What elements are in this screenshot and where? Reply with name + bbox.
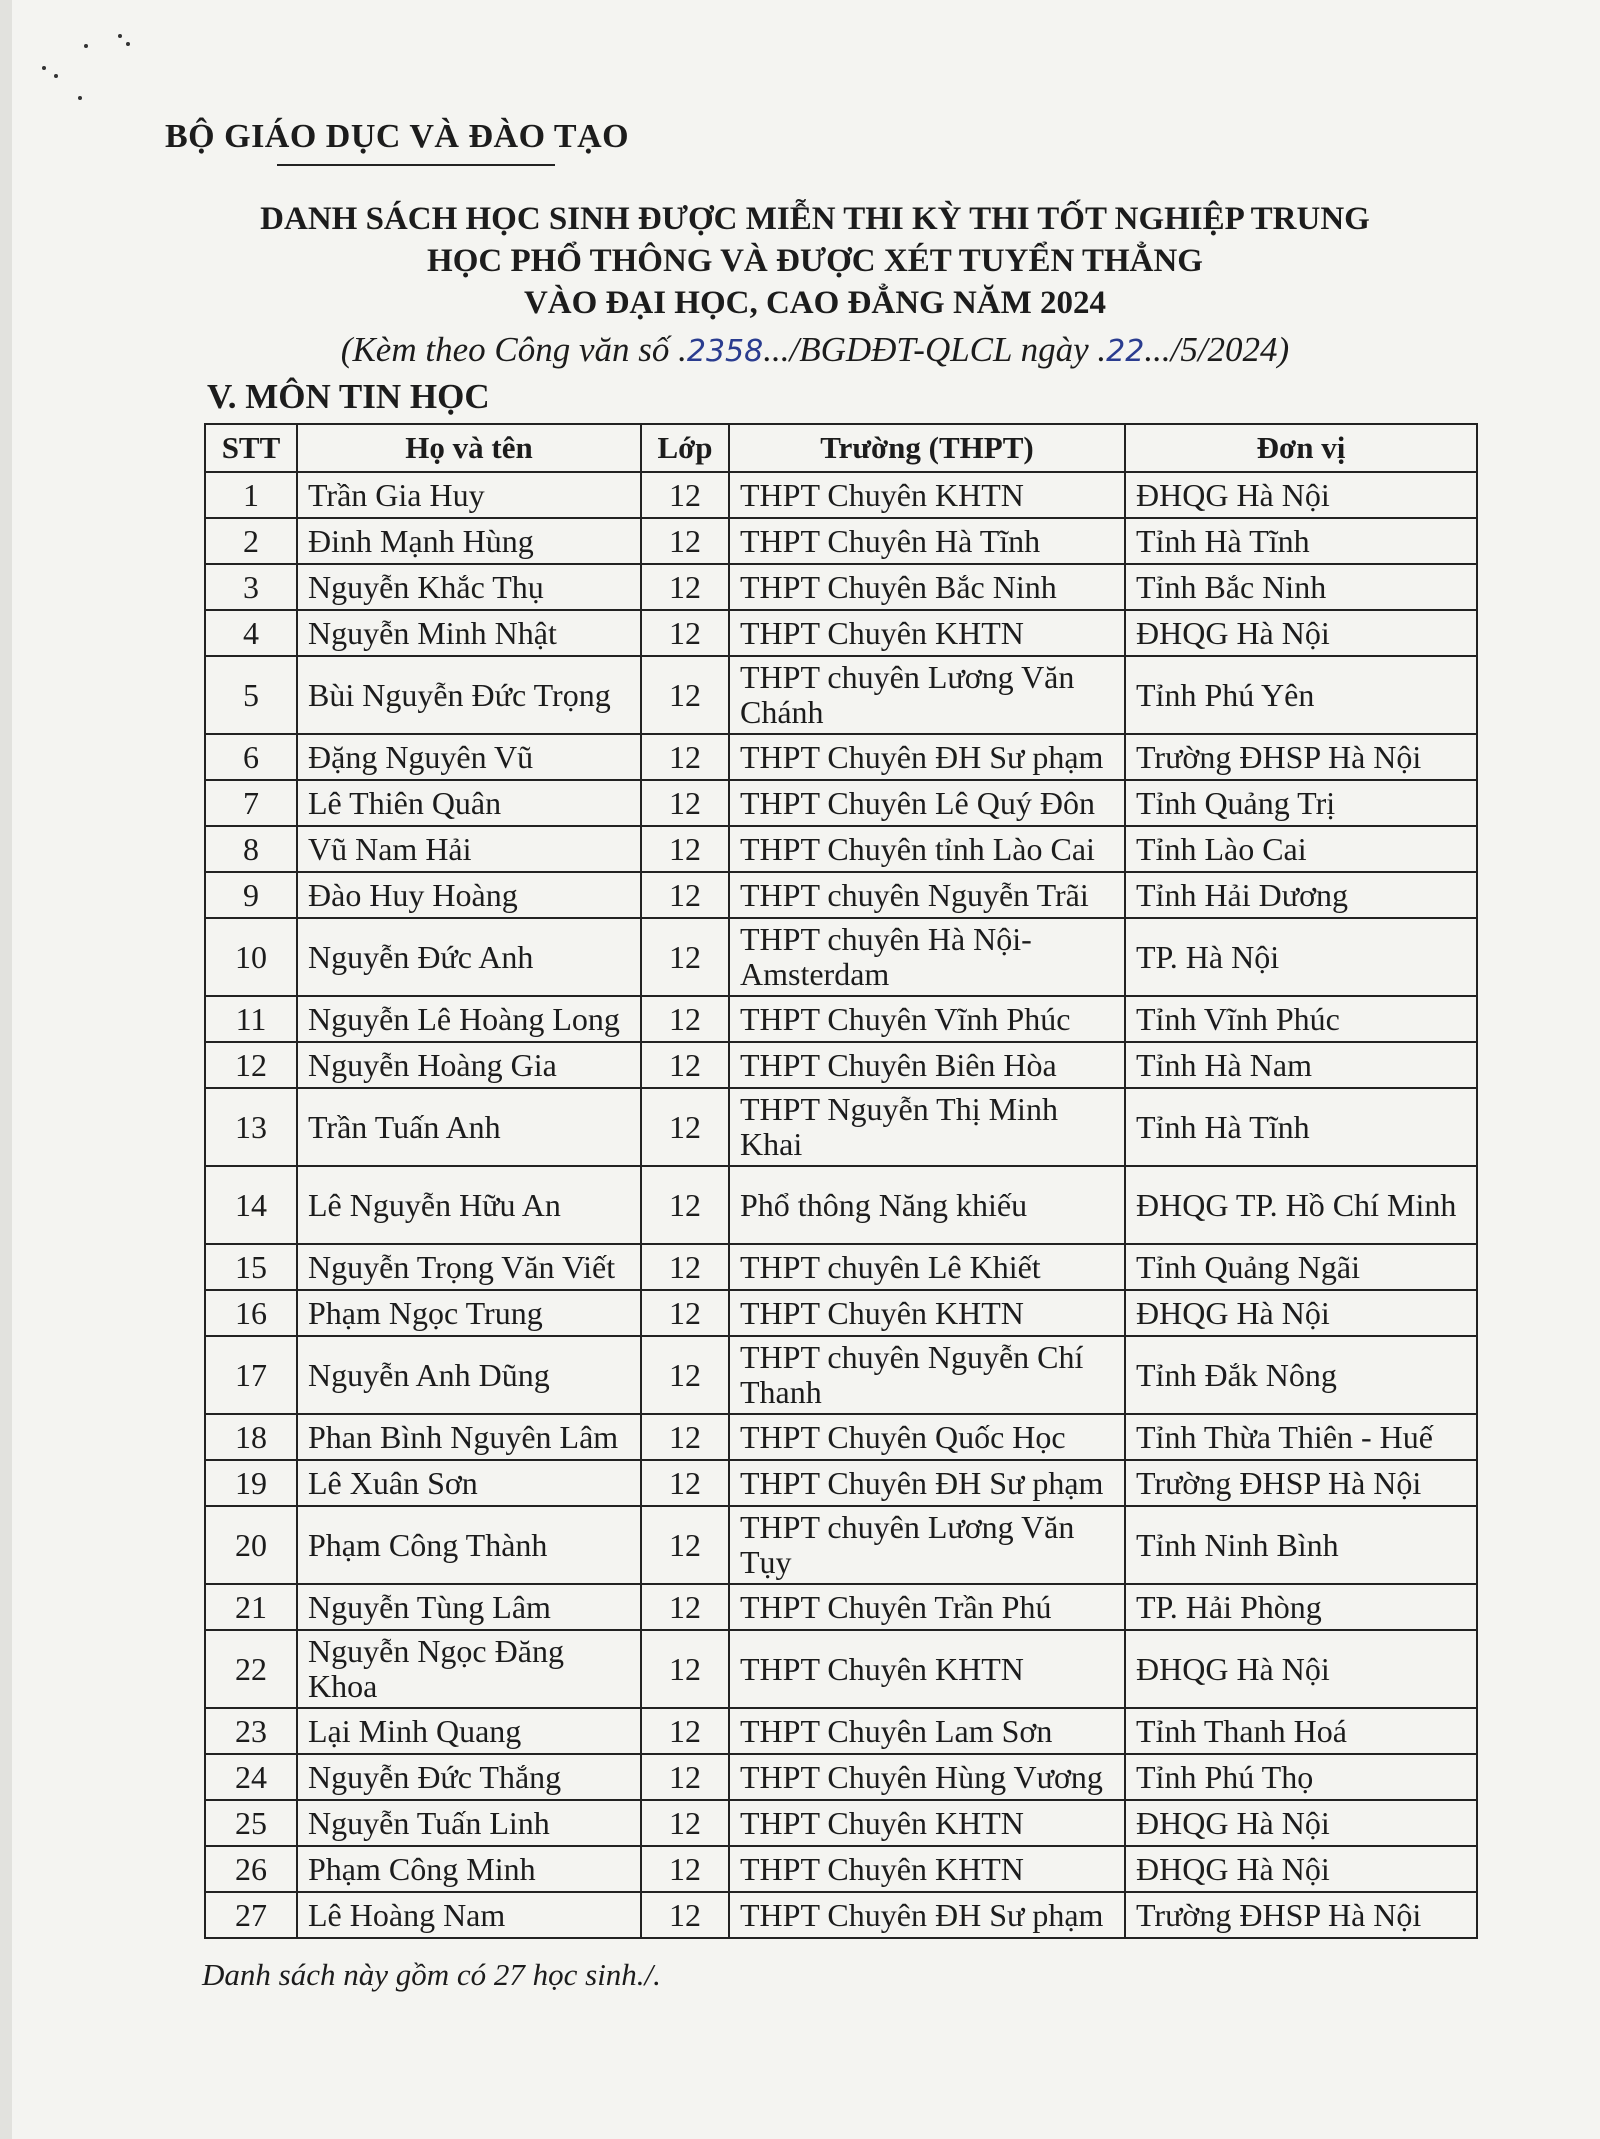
cell-school: THPT Chuyên Vĩnh Phúc [729,996,1125,1042]
cell-school: THPT Chuyên Biên Hòa [729,1042,1125,1088]
cell-unit: Tỉnh Thừa Thiên - Huế [1125,1414,1477,1460]
table-row [205,1166,1477,1244]
cell-class: 12 [641,1506,729,1584]
cell-unit: Tỉnh Lào Cai [1125,826,1477,872]
cell-name: Nguyễn Đức Anh [297,918,641,996]
cell-school: THPT Chuyên Trần Phú [729,1584,1125,1630]
cell-class: 12 [641,1584,729,1630]
cell-name: Trần Tuấn Anh [297,1088,641,1166]
cell-class: 12 [641,1754,729,1800]
cell-name: Nguyễn Ngọc Đăng Khoa [297,1630,641,1708]
reference-suffix: .../5/2024) [1144,330,1290,369]
cell-class: 12 [641,734,729,780]
cell-school: THPT Chuyên KHTN [729,472,1125,518]
cell-school: THPT Chuyên Quốc Học [729,1414,1125,1460]
table-row [205,1290,1477,1336]
ministry-name: BỘ GIÁO DỤC VÀ ĐÀO TẠO [165,118,630,155]
cell-name: Lê Thiên Quân [297,780,641,826]
cell-school: THPT chuyên Lương Văn Tụy [729,1506,1125,1584]
cell-name: Nguyễn Đức Thắng [297,1754,641,1800]
cell-name: Nguyễn Khắc Thụ [297,564,641,610]
cell-school: THPT Chuyên tỉnh Lào Cai [729,826,1125,872]
cell-class: 12 [641,1892,729,1938]
cell-unit: ĐHQG Hà Nội [1125,610,1477,656]
document-title [150,198,1480,324]
cell-stt: 4 [205,610,297,656]
cell-name: Phan Bình Nguyên Lâm [297,1414,641,1460]
scan-specks [40,30,160,110]
cell-school: THPT chuyên Lương Văn Chánh [729,656,1125,734]
cell-school: THPT Chuyên Lê Quý Đôn [729,780,1125,826]
cell-school: THPT Chuyên ĐH Sư phạm [729,1892,1125,1938]
cell-school: THPT Chuyên Hà Tĩnh [729,518,1125,564]
table-row [205,1754,1477,1800]
cell-school: THPT Chuyên Hùng Vương [729,1754,1125,1800]
cell-school: THPT Chuyên Bắc Ninh [729,564,1125,610]
cell-unit: ĐHQG TP. Hồ Chí Minh [1125,1166,1477,1244]
cell-class: 12 [641,1088,729,1166]
col-header-class: Lớp [641,424,729,472]
cell-stt: 21 [205,1584,297,1630]
cell-class: 12 [641,1166,729,1244]
cell-name: Đặng Nguyên Vũ [297,734,641,780]
cell-school: THPT chuyên Lê Khiết [729,1244,1125,1290]
cell-name: Nguyễn Trọng Văn Viết [297,1244,641,1290]
table-header-row [205,424,1477,472]
table-row [205,1630,1477,1708]
table-row [205,780,1477,826]
title-line-3: VÀO ĐẠI HỌC, CAO ĐẲNG NĂM 2024 [523,285,1107,321]
cell-stt: 26 [205,1846,297,1892]
cell-class: 12 [641,872,729,918]
handwritten-day: 22 [1106,334,1145,369]
cell-stt: 8 [205,826,297,872]
cell-stt: 7 [205,780,297,826]
cell-stt: 2 [205,518,297,564]
col-header-stt: STT [205,424,297,472]
cell-class: 12 [641,1460,729,1506]
reference-prefix: (Kèm theo Công văn số . [340,330,687,369]
cell-school: THPT Chuyên KHTN [729,1290,1125,1336]
cell-unit: ĐHQG Hà Nội [1125,1290,1477,1336]
cell-class: 12 [641,1414,729,1460]
cell-name: Phạm Công Minh [297,1846,641,1892]
cell-stt: 25 [205,1800,297,1846]
cell-stt: 19 [205,1460,297,1506]
table-row [205,1506,1477,1584]
cell-class: 12 [641,780,729,826]
cell-name: Lê Hoàng Nam [297,1892,641,1938]
cell-school: THPT Chuyên KHTN [729,1630,1125,1708]
cell-class: 12 [641,518,729,564]
ministry-underline [277,164,555,166]
cell-name: Nguyễn Lê Hoàng Long [297,996,641,1042]
cell-name: Lại Minh Quang [297,1708,641,1754]
table-row [205,472,1477,518]
cell-unit: TP. Hà Nội [1125,918,1477,996]
cell-stt: 11 [205,996,297,1042]
table-row [205,1892,1477,1938]
cell-stt: 22 [205,1630,297,1708]
cell-name: Bùi Nguyễn Đức Trọng [297,656,641,734]
table-row [205,564,1477,610]
cell-name: Phạm Công Thành [297,1506,641,1584]
cell-stt: 3 [205,564,297,610]
cell-unit: Tỉnh Bắc Ninh [1125,564,1477,610]
table-row [205,826,1477,872]
handwritten-doc-number: 2358 [686,334,764,369]
cell-name: Lê Nguyễn Hữu An [297,1166,641,1244]
table-row [205,1336,1477,1414]
cell-school: THPT Chuyên ĐH Sư phạm [729,1460,1125,1506]
cell-stt: 14 [205,1166,297,1244]
cell-class: 12 [641,996,729,1042]
cell-name: Vũ Nam Hải [297,826,641,872]
cell-stt: 1 [205,472,297,518]
cell-class: 12 [641,1800,729,1846]
cell-class: 12 [641,656,729,734]
cell-unit: Tỉnh Hà Tĩnh [1125,518,1477,564]
cell-stt: 12 [205,1042,297,1088]
scan-left-edge [0,0,12,2139]
table-row [205,656,1477,734]
table-row [205,1584,1477,1630]
cell-stt: 13 [205,1088,297,1166]
cell-name: Lê Xuân Sơn [297,1460,641,1506]
cell-stt: 15 [205,1244,297,1290]
cell-class: 12 [641,564,729,610]
cell-name: Nguyễn Hoàng Gia [297,1042,641,1088]
cell-unit: Tỉnh Hải Dương [1125,872,1477,918]
footer-note: Danh sách này gồm có 27 học sinh./. [202,1957,661,1992]
cell-unit: Trường ĐHSP Hà Nội [1125,734,1477,780]
cell-stt: 18 [205,1414,297,1460]
cell-name: Nguyễn Minh Nhật [297,610,641,656]
cell-name: Đinh Mạnh Hùng [297,518,641,564]
table-row [205,918,1477,996]
table-row [205,1244,1477,1290]
cell-name: Nguyễn Tùng Lâm [297,1584,641,1630]
table-row [205,872,1477,918]
cell-name: Đào Huy Hoàng [297,872,641,918]
cell-unit: Tỉnh Quảng Trị [1125,780,1477,826]
table-row [205,996,1477,1042]
cell-class: 12 [641,1846,729,1892]
cell-school: THPT Chuyên KHTN [729,1800,1125,1846]
cell-school: THPT chuyên Hà Nội-Amsterdam [729,918,1125,996]
col-header-unit: Đơn vị [1125,424,1477,472]
cell-name: Phạm Ngọc Trung [297,1290,641,1336]
cell-stt: 17 [205,1336,297,1414]
cell-school: THPT Chuyên ĐH Sư phạm [729,734,1125,780]
cell-unit: Trường ĐHSP Hà Nội [1125,1460,1477,1506]
cell-unit: Tỉnh Thanh Hoá [1125,1708,1477,1754]
cell-unit: Tỉnh Vĩnh Phúc [1125,996,1477,1042]
col-header-school: Trường (THPT) [729,424,1125,472]
cell-unit: Tỉnh Hà Nam [1125,1042,1477,1088]
cell-class: 12 [641,472,729,518]
student-table [204,423,1478,1939]
cell-class: 12 [641,1042,729,1088]
table-row [205,1042,1477,1088]
cell-unit: Trường ĐHSP Hà Nội [1125,1892,1477,1938]
cell-school: THPT chuyên Nguyễn Trãi [729,872,1125,918]
cell-unit: Tỉnh Ninh Bình [1125,1506,1477,1584]
cell-unit: ĐHQG Hà Nội [1125,472,1477,518]
cell-class: 12 [641,610,729,656]
cell-school: THPT Chuyên KHTN [729,610,1125,656]
cell-class: 12 [641,1336,729,1414]
cell-school: THPT chuyên Nguyễn Chí Thanh [729,1336,1125,1414]
cell-stt: 10 [205,918,297,996]
cell-unit: Tỉnh Phú Yên [1125,656,1477,734]
reference-middle: .../BGDĐT-QLCL ngày . [763,330,1107,369]
cell-school: THPT Chuyên Lam Sơn [729,1708,1125,1754]
table-row [205,1460,1477,1506]
cell-unit: Tỉnh Quảng Ngãi [1125,1244,1477,1290]
col-header-name: Họ và tên [297,424,641,472]
cell-stt: 6 [205,734,297,780]
table-row [205,518,1477,564]
cell-class: 12 [641,1708,729,1754]
cell-unit: TP. Hải Phòng [1125,1584,1477,1630]
cell-unit: Tỉnh Phú Thọ [1125,1754,1477,1800]
cell-school: THPT Chuyên KHTN [729,1846,1125,1892]
table-row [205,1414,1477,1460]
title-line-2: HỌC PHỔ THÔNG VÀ ĐƯỢC XÉT TUYỂN THẲNG [427,243,1203,279]
document-reference [150,330,1480,370]
cell-stt: 23 [205,1708,297,1754]
table-row [205,734,1477,780]
cell-unit: ĐHQG Hà Nội [1125,1846,1477,1892]
cell-stt: 27 [205,1892,297,1938]
table-row [205,1088,1477,1166]
cell-unit: ĐHQG Hà Nội [1125,1630,1477,1708]
cell-stt: 20 [205,1506,297,1584]
cell-unit: ĐHQG Hà Nội [1125,1800,1477,1846]
cell-unit: Tỉnh Hà Tĩnh [1125,1088,1477,1166]
table-row [205,1846,1477,1892]
cell-unit: Tỉnh Đắk Nông [1125,1336,1477,1414]
cell-class: 12 [641,1630,729,1708]
cell-class: 12 [641,918,729,996]
table-row [205,1708,1477,1754]
table-row [205,610,1477,656]
cell-class: 12 [641,826,729,872]
cell-stt: 16 [205,1290,297,1336]
title-line-1: DANH SÁCH HỌC SINH ĐƯỢC MIỄN THI KỲ THI TỐT NGHIỆP TRUNG [260,201,1370,237]
section-title: V. MÔN TIN HỌC [207,377,490,416]
cell-stt: 5 [205,656,297,734]
cell-school: Phổ thông Năng khiếu [729,1166,1125,1244]
cell-name: Trần Gia Huy [297,472,641,518]
cell-name: Nguyễn Tuấn Linh [297,1800,641,1846]
cell-school: THPT Nguyễn Thị Minh Khai [729,1088,1125,1166]
cell-stt: 9 [205,872,297,918]
cell-stt: 24 [205,1754,297,1800]
table-row [205,1800,1477,1846]
cell-class: 12 [641,1290,729,1336]
cell-class: 12 [641,1244,729,1290]
cell-name: Nguyễn Anh Dũng [297,1336,641,1414]
